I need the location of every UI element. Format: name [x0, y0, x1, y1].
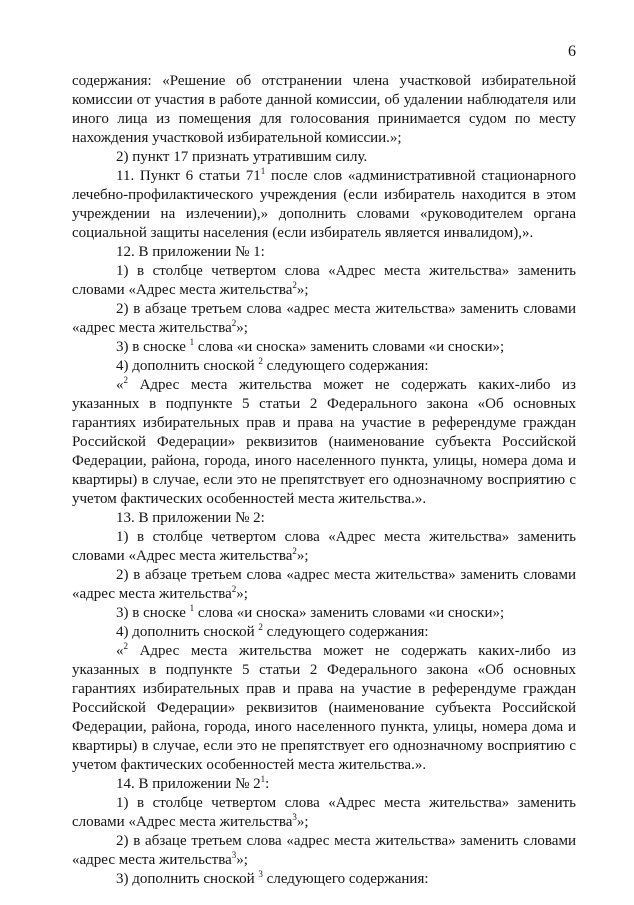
text-segment: Адрес места жительства может не содержать каких-либо из указанных в подпункте 5 статьи 2 Федерального закона «Об основных гарантиях избирательных прав и права на участие в референдуме граждан Российской Федерации» реквизитов (наименование субъекта Российской Федерации, района, города, иного населенного пункта, улицы, номера дома и квартиры) в случае, если это не препятствует его однозначному восприятию с учетом фактических особенностей места жительства.».	[72, 377, 576, 507]
text-segment: 1) в столбце четвертом слова «Адрес места жительства» заменить словами «Адрес места жительства	[72, 795, 576, 830]
paragraph	[72, 528, 576, 566]
paragraph	[72, 870, 576, 889]
footnote-marker: 1	[260, 166, 266, 176]
text-segment: 3) в сноске	[116, 605, 190, 621]
footnote-marker: 1	[189, 603, 195, 613]
footnote-marker: 2	[231, 318, 237, 328]
paragraph	[72, 794, 576, 832]
text-segment: «	[116, 643, 124, 659]
paragraph	[72, 243, 576, 262]
text-segment: »;	[296, 814, 309, 830]
footnote-marker: 2	[292, 546, 297, 556]
paragraph	[72, 338, 576, 357]
text-segment: 3) дополнить сноской	[116, 871, 259, 887]
paragraph	[72, 775, 576, 794]
text-segment: после слов «административной стационарного лечебно-профилактического учреждения (если избиратель находится в этом учреждении на излечении),» дополнить словами «руководителем органа социальной защиты населения (если избиратель является инвалидом),».	[72, 168, 576, 241]
paragraph	[72, 357, 576, 376]
footnote-marker: 1	[189, 337, 195, 347]
text-segment: 3) в сноске	[116, 339, 190, 355]
footnote-marker: 2	[231, 584, 237, 594]
paragraph	[72, 167, 576, 243]
text-segment: 4) дополнить сноской	[116, 624, 259, 640]
paragraph	[72, 642, 576, 775]
footnote-marker: 3	[231, 850, 237, 860]
footnote-marker: 2	[292, 280, 297, 290]
paragraph	[72, 509, 576, 528]
footnote-marker: 3	[258, 869, 263, 879]
text-segment: »;	[236, 586, 248, 602]
text-segment: содержания: «Решение об отстранении члена участковой избирательной комиссии от участия в работе данной комиссии, об удалении наблюдателя или иного лица из помещения для голосования принимается судом по месту нахождения участковой избирательной комиссии.»;	[72, 73, 576, 146]
text-segment: »;	[296, 282, 309, 298]
text-segment: 1) в столбце четвертом слова «Адрес места жительства» заменить словами «Адрес места жительства	[72, 263, 576, 298]
document-body	[72, 72, 576, 889]
text-segment: 2) в абзаце третьем слова «адрес места жительства» заменить словами «адрес места жительства	[72, 567, 576, 602]
footnote-marker: 2	[123, 641, 128, 651]
text-segment: следующего содержания:	[262, 358, 429, 374]
text-segment: 11. Пункт 6 статьи 71	[116, 168, 261, 184]
text-segment: слова «и сноска» заменить словами «и сноски»;	[194, 605, 505, 621]
text-segment: 14. В приложении № 2	[116, 776, 261, 792]
text-segment: :	[265, 776, 270, 792]
text-segment: 13. В приложении № 2:	[116, 510, 265, 526]
paragraph	[72, 300, 576, 338]
paragraph	[72, 72, 576, 148]
footnote-marker: 3	[292, 812, 297, 822]
paragraph	[72, 376, 576, 509]
text-segment: 2) в абзаце третьем слова «адрес места жительства» заменить словами «адрес места жительства	[72, 833, 576, 868]
text-segment: следующего содержания:	[262, 624, 429, 640]
footnote-marker: 2	[258, 622, 263, 632]
text-segment: следующего содержания:	[262, 871, 429, 887]
text-segment: «	[116, 377, 124, 393]
text-segment: 4) дополнить сноской	[116, 358, 259, 374]
footnote-marker: 1	[260, 774, 266, 784]
paragraph	[72, 623, 576, 642]
paragraph	[72, 832, 576, 870]
text-segment: 1) в столбце четвертом слова «Адрес места жительства» заменить словами «Адрес места жительства	[72, 529, 576, 564]
text-segment: Адрес места жительства может не содержать каких-либо из указанных в подпункте 5 статьи 2 Федерального закона «Об основных гарантиях избирательных прав и права на участие в референдуме граждан Российской Федерации» реквизитов (наименование субъекта Российской Федерации, района, города, иного населенного пункта, улицы, номера дома и квартиры) в случае, если это не препятствует его однозначному восприятию с учетом фактических особенностей места жительства.».	[72, 643, 576, 773]
page-number: 6	[568, 43, 576, 60]
text-segment: 2) пункт 17 признать утратившим силу.	[116, 149, 368, 165]
paragraph	[72, 148, 576, 167]
text-segment: »;	[236, 852, 248, 868]
paragraph	[72, 262, 576, 300]
text-segment: »;	[296, 548, 309, 564]
footnote-marker: 2	[258, 356, 263, 366]
text-segment: слова «и сноска» заменить словами «и сноски»;	[194, 339, 505, 355]
text-segment: »;	[236, 320, 248, 336]
paragraph	[72, 566, 576, 604]
text-segment: 2) в абзаце третьем слова «адрес места жительства» заменить словами «адрес места жительства	[72, 301, 576, 336]
text-segment: 12. В приложении № 1:	[116, 244, 265, 260]
footnote-marker: 2	[123, 375, 128, 385]
paragraph	[72, 604, 576, 623]
